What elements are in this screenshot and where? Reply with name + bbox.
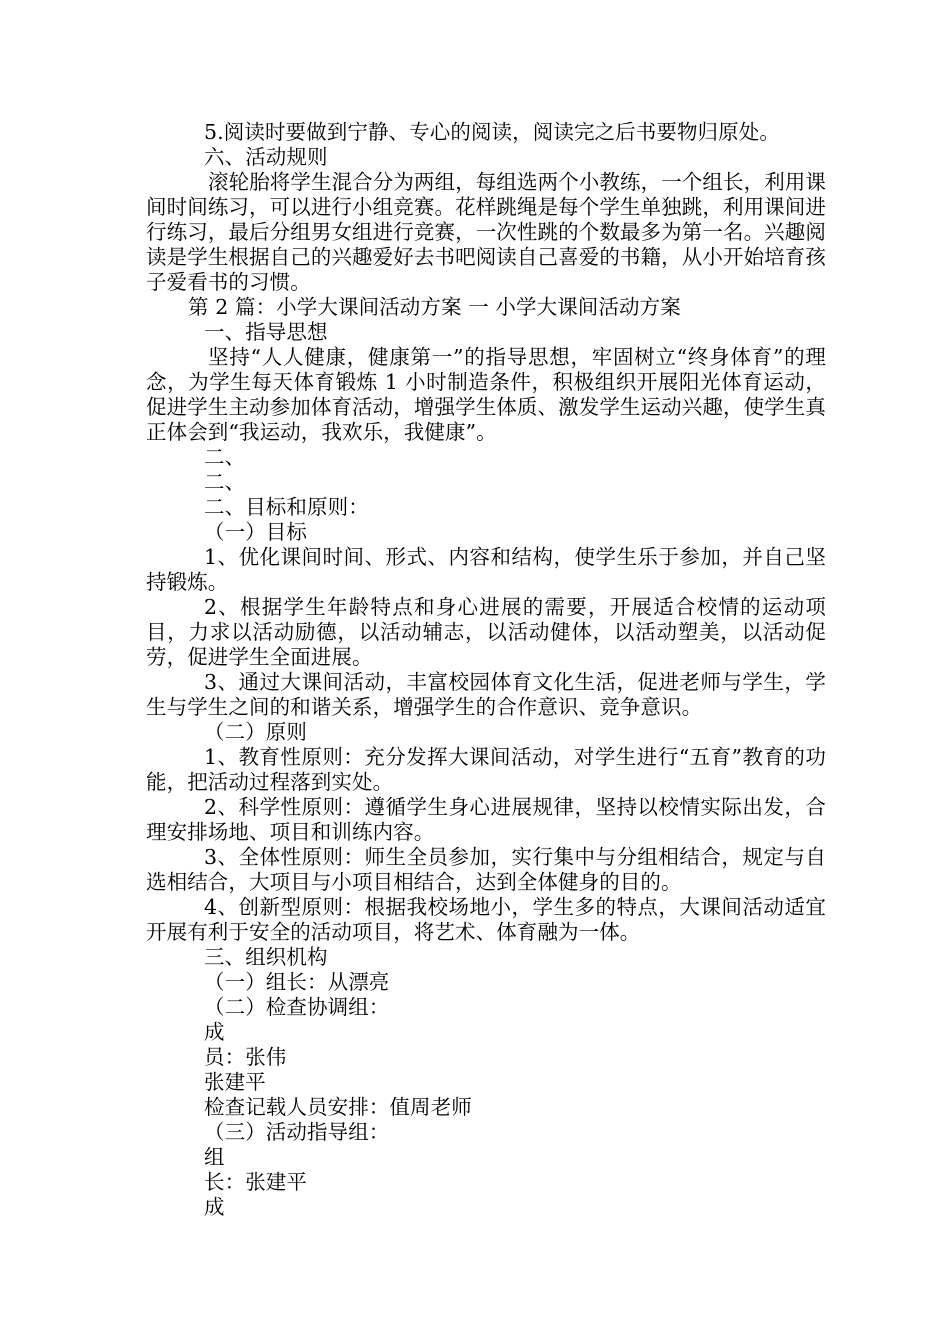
paragraph: 组 — [204, 1145, 225, 1169]
paragraph: 成 — [204, 1020, 225, 1044]
paragraph: 坚持“人人健康，健康第一”的指导思想，牢固树立“终身体育”的理念，为学生每天体育锻炼 1 小时制造条件，积极组织开展阳光体育运动，促进学生主动参加体育活动，增强学生体质、激发学生运动兴趣，使学生真正体会到“我运动，我欢乐，我健康”。 — [146, 345, 826, 444]
paragraph: 二、 — [204, 470, 246, 494]
paragraph: 张建平 — [204, 1070, 266, 1094]
paragraph: （二）检查协调组： — [204, 995, 390, 1019]
paragraph: （一）组长：从漂亮 — [204, 970, 390, 994]
document-body — [146, 120, 826, 1220]
paragraph: 二、目标和原则： — [204, 495, 369, 519]
paragraph: 滚轮胎将学生混合分为两组，每组选两个小教练，一个组长，利用课间时间练习，可以进行小组竞赛。花样跳绳是每个学生单独跳，利用课间进行练习，最后分组男女组进行竞赛，一次性跳的个数最多为第一名。兴趣阅读是学生根据自己的兴趣爱好去书吧阅读自己喜爱的书籍，从小开始培育孩子爱看书的习惯。 — [146, 170, 826, 294]
paragraph: 5.阅读时要做到宁静、专心的阅读，阅读完之后书要物归原处。 — [204, 120, 780, 144]
paragraph: 3、通过大课间活动，丰富校园体育文化生活，促进老师与学生，学生与学生之间的和谐关系，增强学生的合作意识、竞争意识。 — [146, 670, 826, 719]
paragraph: （二）原则 — [204, 720, 307, 744]
paragraph: 第 2 篇：小学大课间活动方案 一 小学大课间活动方案 — [188, 295, 681, 319]
paragraph: 六、活动规则 — [204, 145, 328, 169]
paragraph: 三、组织机构 — [204, 945, 328, 969]
paragraph: 1、优化课间时间、形式、内容和结构，使学生乐于参加，并自己坚持锻炼。 — [146, 545, 826, 594]
paragraph: 检查记载人员安排：值周老师 — [204, 1095, 472, 1119]
paragraph: （三）活动指导组： — [204, 1120, 390, 1144]
paragraph: 3、全体性原则：师生全员参加，实行集中与分组相结合，规定与自选相结合，大项目与小项目相结合，达到全体健身的目的。 — [146, 845, 826, 894]
paragraph: 2、根据学生年龄特点和身心进展的需要，开展适合校情的运动项目，力求以活动励德，以活动辅志，以活动健体，以活动塑美，以活动促劳，促进学生全面进展。 — [146, 595, 826, 669]
paragraph: 长：张建平 — [204, 1170, 307, 1194]
paragraph: 成 — [204, 1195, 225, 1219]
paragraph: 员：张伟 — [204, 1045, 287, 1069]
paragraph: 二、 — [204, 445, 246, 469]
paragraph: 2、科学性原则：遵循学生身心进展规律，坚持以校情实际出发，合理安排场地、项目和训练内容。 — [146, 795, 826, 844]
paragraph: 一、指导思想 — [204, 320, 328, 344]
paragraph: 4、创新型原则：根据我校场地小，学生多的特点，大课间活动适宜开展有利于安全的活动项目，将艺术、体育融为一体。 — [146, 895, 826, 944]
paragraph: 1、教育性原则：充分发挥大课间活动，对学生进行“五育”教育的功能，把活动过程落到实处。 — [146, 745, 826, 794]
paragraph: （一）目标 — [204, 520, 307, 544]
